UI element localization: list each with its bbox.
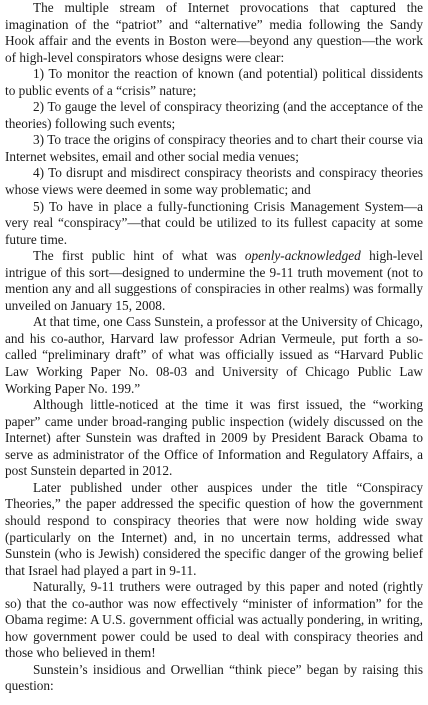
paragraph — [5, 480, 423, 579]
emphasized-text: openly-acknowledged — [244, 248, 361, 264]
paragraph-text: Naturally, 9-11 truthers were outraged by this paper and noted (rightly so) that the co-author was now effectively “minister of information” for the Obama regime: A U.S. government official was actually pondering, in writing, how government power could be used to deal with conspiracy theories and those who believed in them! — [5, 579, 423, 661]
paragraph — [5, 199, 423, 249]
paragraph-text: Sunstein’s insidious and Orwellian “think piece” began by raising this question: — [5, 661, 423, 694]
paragraph-text: The multiple stream of Internet provocations that captured the imagination of the “patriot” and “alternative” media following the Sandy Hook affair and the events in Boston were—beyond any question—the work of high-level conspirators whose designs were clear: — [5, 0, 423, 65]
paragraph-text: 4) To disrupt and misdirect conspiracy theorists and conspiracy theories whose views were deemed in some way problematic; and — [5, 165, 423, 198]
paragraph — [5, 0, 423, 66]
paragraph — [5, 165, 423, 198]
paragraph-text: Although little-noticed at the time it was first issued, the “working paper” came under broad-ranging public inspection (widely discussed on the Internet) after Sunstein was drafted in 2009 by President Barack Obama to serve as administrator of the Office of Information and Regulatory Affairs, a post Sunstein departed in 2012. — [5, 397, 423, 479]
paragraph — [5, 662, 423, 695]
paragraph-text: 2) To gauge the level of conspiracy theorizing (and the acceptance of the theories) following such events; — [5, 99, 423, 131]
paragraph — [5, 66, 423, 99]
paragraph-text: The first public hint of what was — [33, 248, 245, 264]
paragraph — [5, 579, 423, 662]
paragraph-text: At that time, one Cass Sunstein, a professor at the University of Chicago, and his co-author, Harvard law professor Adrian Vermeule, put forth a so-called “preliminary draft” of what was officially issued as “Harvard Public Law Working Paper No. 08-03 and University of Chicago Public Law Working Paper No. 199.” — [5, 314, 423, 396]
paragraph-text: 5) To have in place a fully-functioning Crisis Management System—a very real “conspiracy”—that could be utilized to its fullest capacity at some future time. — [5, 198, 423, 247]
paragraph-text: 3) To trace the origins of conspiracy theories and to chart their course via Internet websites, email and other social media venues; — [5, 132, 423, 164]
paragraph-text: Later published under other auspices under the title “Conspiracy Theories,” the paper addressed the specific question of how the government should respond to conspiracy theories that were now holding wide sway (particularly on the Internet) and, in no uncertain terms, addressed what Sunstein (who is Jewish) considered the specific danger of the growing belief that Israel had played a part in 9-11. — [5, 479, 423, 578]
paragraph — [5, 99, 423, 132]
paragraph — [5, 248, 423, 314]
paragraph — [5, 132, 423, 165]
paragraph-text: high-level intrigue of this sort—designed to undermine the 9-11 truth movement (not to mention any and all suggestions of conspiracies in other realms) was formally unveiled on January 15, 2008. — [5, 248, 424, 313]
paragraph-text: 1) To monitor the reaction of known (and potential) political dissidents to public events of a “crisis” nature; — [5, 66, 423, 98]
paragraph — [5, 397, 423, 480]
paragraph — [5, 314, 423, 397]
